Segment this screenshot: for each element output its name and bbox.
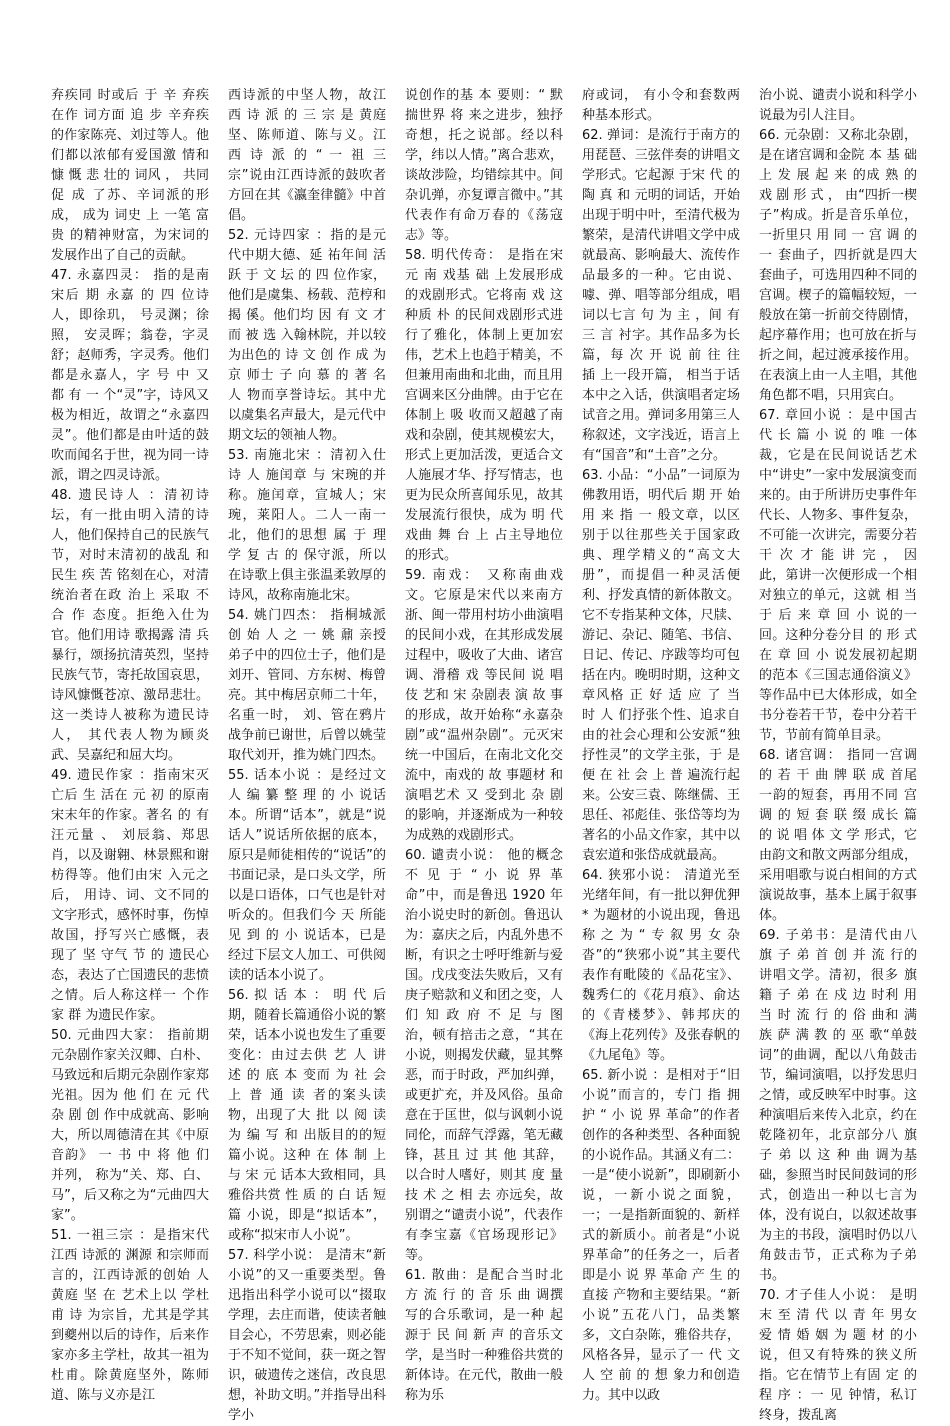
paragraph: 70. 才子佳人小说： 是明 末 至 清 代 以 青 年 男女 爱 情 婚 姻 为 题 材 的小说，但又有特殊的狭义所指。它在情节上有固 定 的 程 序 ：一 见 钟情，私订终身，拨乱离	[759, 1288, 922, 1423]
paragraph: 50. 元曲四大家： 指前期元杂剧作家关汉卿、白朴、马致远和后期元杂剧作家郑光祖。因为 他 们 在 元 代杂 剧 创 作中成就高、影响大，所以周德清在其《中原音韵》 一 书 中 将 他 们 并列， 称为“关、郑、白、马”，后又称之为“元曲四大家”。	[51, 1028, 214, 1223]
paragraph: 58. 明代传奇： 是指在宋 元 南 戏基 础 上发展形成的戏剧形式。它将南 戏 这种质 朴 的民间戏剧形式进行了雅化，体制上更加宏伟，艺术上也趋于精美，不但兼用南曲和北曲，而且用宫调来区分曲牌。由于它在 体制上 吸 收而又超越了南戏和杂剧，使其规模宏大，形式上更加活泼，更适合文人施展才华、抒写情志，也更为民众所喜闻乐见，故其发展流行很快，成为 明 代 戏曲 舞 台 上 占主导地位的形式。	[405, 248, 568, 563]
paragraph: 49. 遗民作家 ：指南宋灭 亡后 生 活在 元 初 的原南宋末年的作家。著名 的 有 汪元量 、 刘辰翁、郑思肖，以及谢翱、林景熙和谢枋得等。他们由宋 入元之后， 用诗、词、文不同的文字形式，感怀时事，伤悼故国，抒写兴亡感慨，表 现了 坚 守气 节 的 遗民心态，表达了亡国遗民的悲愤之情。后人称这样一 个作家 群 为遗民作家。	[51, 768, 214, 1023]
paragraph: 47. 永嘉四灵： 指的是南 宋后 期 永嘉 的 四 位诗人，即徐玑， 号灵渊；徐照， 安灵晖；翁卷，字灵舒；赵师秀，字灵秀。他们都是永嘉人，字 号 中 又 都 有 一 个“灵”字，诗风又极为相近，故谓之“永嘉四灵”。他们都是由叶适的鼓吹而闻名于世，视为同一诗派，谓之四灵诗派。	[51, 268, 214, 483]
paragraph: 62. 弹词：是流行于南方的用琵琶、三弦伴奏的讲唱文学形式。它起源 于宋 代 的 陶 真 和 元明的词话，开始出现于明中叶，至清代极为繁荣，是清代讲唱文学中成就最高、影响最大、流传作品最多的一种。它由说、噱、弹、唱等部分组成，唱词以七言 句 为 主 ，间 有 三 言 衬字。其作品多为长篇，每 次 开 说 前 往 往 插 上一段开篇， 相当于话本中之入话，供演唱者定场试音之用。弹词多用第三人称叙述，文字浅近，语言上有“国音”和“土音”之分。	[582, 128, 745, 463]
paragraph: 57. 科学小说： 是清末“新小说”的又一重要类型。鲁迅指出科学小说可以“掇取学理，去庄而谐，使读者触目会心，不劳思索，则必能于不知不觉间，获一斑之智识，破遗传之迷信，改良思想，补助文明。”并指导出科学小	[228, 1248, 386, 1423]
paragraph: 67. 章回小说 ：是中国古 代 长 篇 小 说 的 唯 一体裁，它是在民间说话艺术中“讲史”一家中发展演变而来的。由于所讲历史事件年代长、人物多、事件复杂，不可能一次讲完，需要分若 干 次 才 能 讲 完 ， 因此，第讲一次便形成一个相对独立的单元，这就 相 当 于 后 来 章 回 小 说的一回。这种分卷分目 的 形 式 在 章 回 小 说发展初起期的范本《三国志通俗演义》等作品中已大体形成，如全书分卷若干节，卷中分若干节，节前有简单目录。	[759, 408, 922, 743]
text-column-5	[759, 86, 922, 1423]
paragraph: 55. 话本小说 ：是经过文 人 编 纂 整 理 的 小 说话本。所谓“话本”，就是“说话人”说话所依据的底本，原只是师徒相传的“说话”的书面记录，是口头文学，所以是口语体，口气也是针对听众的。但我们今 天 所能 见 到 的 小 说话本，已是经过下层文人加工、可供阅读的话本小说了。	[228, 768, 391, 983]
text-column-2	[228, 86, 391, 1423]
paragraph: 西诗派的中坚人物，故江 西 诗 派 的 三 宗 是 黄庭坚、陈师道、陈与义。江 西 诗 派 的 “ 一 祖 三宗”说由江西诗派的鼓吹者方回在其《瀛奎律髓》中首倡。	[228, 88, 391, 223]
paragraph: 治小说、谴责小说和科学小说最为引人注目。	[759, 88, 917, 123]
paragraph: 51. 一祖三宗 ：是指宋代江西 诗派的 渊源 和宗师而言的，江西诗派的创始 人黄庭 坚 在 艺术上以 学杜甫 诗 为宗旨，尤其是学其到夔州以后的诗作，后来作家亦多主学杜，故其一祖为杜甫。除黄庭坚外，陈师道、陈与义亦是江	[51, 1228, 209, 1403]
paragraph: 48. 遗民诗人 ：清初诗坛，有一批由明入清的诗人，他们保持自己的民族气节，对时末清初的战乱 和民生 疾 苦 铭刻在心，对清统治者在政 治上 采取 不 合 作 态度。拒绝入仕为官。他们用诗 歌揭露 清 兵 暴行，颂扬抗清英烈，坚持民族气节，寄托故国哀思，诗风慷慨苍凉、激昂悲壮。这一类诗人被称为遗民诗人， 其代表人物为顾炎武、吴嘉纪和屈大均。	[51, 488, 214, 763]
text-column-4	[582, 86, 745, 1403]
paragraph: 61. 散曲：是配合当时北 方 流 行 的 音 乐 曲 调撰写的合乐歌词，是一种 起 源于 民 间 新 声 的音乐文学，是当时一种雅俗共赏的新体诗。在元代，散曲一般称为乐	[405, 1268, 568, 1403]
paragraph: 府或词， 有小令和套数两种基本形式。	[582, 88, 740, 123]
text-column-1	[51, 86, 214, 1403]
paragraph: 59. 南戏： 又称南曲戏文。它原是宋代以来南方浙、闽一带用村坊小曲演唱的民间小戏，在其形成发展过程中，吸收了大曲、诸宫调、滑稽 戏 等民间 说 唱 伎 艺和 宋 杂剧表 演 故 事 的形成，故开始称“永嘉杂剧”或“温州杂剧”。元灭宋统一中国后，在南北文化交流中，南戏的 故 事题材 和 演唱艺术 又 受到北 杂 剧 的影响，并逐渐成为一种较为成熟的戏剧形式。	[405, 568, 568, 843]
paragraph: 68. 诸宫调： 指同一宫调 的 若 干 曲 牌 联 成 首尾一韵的短套，再用不同 宫 调 的 短 套 联 缀 成长 篇 的 说 唱 体 文 学 形式，它由韵文和散文两部分组成，采用唱歌与说白相间的方式演说故事，基本上属于叙事体。	[759, 748, 922, 923]
paragraph: 弃疾同 时或后 于 辛 弃疾在作 词方面 追 步 辛弃疾的作家陈亮、刘过等人。他们都以浓郁有爱国激 情和慷 慨 悲 壮的 词风 ， 共同 促 成 了苏、辛词派的形成， 成为 词史 上 一笔 富 贵 的精神财富，为宋词的发展作出了自己的贡献。	[51, 88, 214, 263]
paragraph: 54. 姚门四杰： 指桐城派 创 始 人 之 一 姚 鼐 亲授弟子中的四位士子，他们是刘开、管同、方东树、梅曾亮。其中梅居京师二十年，名重一时， 刘、管在鸦片战争前已谢世，后曾以姚莹取代刘开，推为姚门四杰。	[228, 608, 391, 763]
paragraph: 65. 新小说 ：是相对于“旧小说”而言的，专门 指 拥 护 “ 小 说 界 革命”的作者创作的各种类型、各种面貌的小说作品。其涵义有二：一是“使小说新”，即刷新小说，一新小说之面貌， 一；一是指新面貌的、新样式的新质小。前者是“小说界革命”的任务之一，后者即是小 说 界 革命 产 生 的 直接 产物和主要结果。“新小说”五花八门，品类繁多，文白杂陈，雅俗共存，风格各异，显示了一 代 文 人 空 前 的 想 象力和创造力。其中以政	[582, 1068, 745, 1403]
paragraph: 64. 狭邪小说： 清道光至光绪年间，有一批以狎优狎 * 为题材的小说出现，鲁迅称之为“专叙男女杂沓”的“狭邪小说”其主要代表作有毗陵的《品花宝》、魏秀仁的《花月痕》、俞达的《青楼梦》、韩邦庆的《海上花列传》及张春帆的《九尾龟》等。	[582, 868, 745, 1063]
paragraph: 56. 拟 话 本 ： 明 代 后期，随着长篇通俗小说的繁荣，话本小说也发生了重要变化：由过去供 艺 人 讲 述 的 底 本 变而 为 社 会 上 普 通 读 者的案头读物，出现了大 批 以 阅 读 为 编 写 和 出版目的的短篇小说。这种 在 体 制 上 与 宋 元 话本大致相同，具雅俗共赏 性 质 的 白 话 短 篇 小说，即是“拟话本”，或称“拟宋市人小说”。	[228, 988, 391, 1243]
paragraph: 60. 谴责小说： 他的概念 不 见 于 “ 小 说 界 革命”中，而是鲁迅 1920 年治小说史时的新创。鲁迅认为：嘉庆之后，内乱外患不断，有识之士呼吁维新与爱国。戊戌变法失败后，又有庚子赔款和义和团之变，人 们 知 政 府 不 足 与 图治，顿有掊击之意，“其在小说，则揭发伏藏，显其弊恶，而于时政，严加纠弹，或更扩充，并及风俗。虽命意在于匡世，似与讽刺小说同伦，而辞气浮露，笔无藏锋，甚且 过 其 他 其辞，以合时人嗜好，则其 度 量 技 术 之 相 去 亦远矣，故别谓之“谴责小说”，代表作有李宝嘉《官场现形记》等。	[405, 848, 568, 1263]
paragraph: 66. 元杂剧：又称北杂剧，是在诸宫调和金院 本 基 础 上 发 展 起 来 的成 熟 的 戏 剧 形 式 ， 由“四折一楔子”构成。折是音乐单位，一折里只 用 同 一 宫 调 的 一 套曲子，四折就是四大套曲子，可选用四种不同的宫调。楔子的篇幅较短，一般放在第一折前交待剧情， 起序幕作用；也可放在折与折之间，起过渡承接作用。在表演上由一人主唱，其他角色都不唱，只用宾白。	[759, 128, 922, 403]
paragraph: 说创作的基 本 要则：“ 默 揣世界 将 来之进步，独抒奇想，托之说部。经以科学，纬以人情。”离合悲欢，谈故涉险，均错综其中。间杂讥弹，亦复谭言微中。”其代表作有命万春的《荡寇志》等。	[405, 88, 568, 243]
paragraph: 69. 子弟书：是清代由八 旗 子 弟 首 创 并 流 行的讲唱文学。清初，很多 旗 籍 子 弟 在 戍 边 时利 用 当 时 流 行 的 俗 曲和 满 族 萨 满 教 的 巫 歌“单鼓词”的曲调，配以八角鼓击节，编词演唱，以抒发思归之情，或反映军中时事。这种演唱后来传入北京，约在乾隆初年，北京部分八 旗 子 弟 以 这 种 曲 调为基础，参照当时民间鼓词的形式，创造出一种以七言为体，没有说白，以叙述故事为主的书段，演唱时仍以八角鼓击节，正式称为子弟书。	[759, 928, 922, 1283]
paragraph: 53. 南施北宋 ：清初入仕 诗 人 施闰章 与 宋琬的并称。施闰章，宣城人；宋琬，莱阳人。二人一南一北，他们的思想 属 于 理 学 复 古 的 保守派，所以在诗歌上俱主张温柔敦厚的诗风，故称南施北宋。	[228, 448, 391, 603]
paragraph: 52. 元诗四家 ：指的是元代中期大德、延 祐年间 活 跃 于 文 坛 的 四 位作家，他们是虞集、杨载、范梈和揭 傒。他们均 因 有 文 才 而 被 选 入翰林院，并以较为出色的 诗 文 创 作 成 为 京 师士 子 向 慕 的 著 名 人 物而享誉诗坛。其中尤以虞集名声最大，是元代中期文坛的领袖人物。	[228, 228, 391, 443]
text-column-3	[405, 86, 568, 1403]
paragraph: 63. 小品：“小品”一词原为佛教用语，明代后 期 开 始 用 来 指 一 般文章，以区别于以往那些关于国家政典、理学精义的“高文大册”，而提倡一种灵活便利、抒发真情的新体散文。它不专指某种文体，尺牍、游记、杂记、随笔、书信、日记、传记、序跋等均可包括在内。晚明时期，这种文章风格 正 好 适 应 了 当 时 人 们抒张个性、追求自由的社会心理和公安派“独抒性灵”的文学主张，于 是 便 在 社 会 上 普 遍流行起来。公安三袁、陈继儒、王思任、祁彪佳、张岱等均为著名的小品文作家，其中以袁宏道和张岱成就最高。	[582, 468, 745, 863]
